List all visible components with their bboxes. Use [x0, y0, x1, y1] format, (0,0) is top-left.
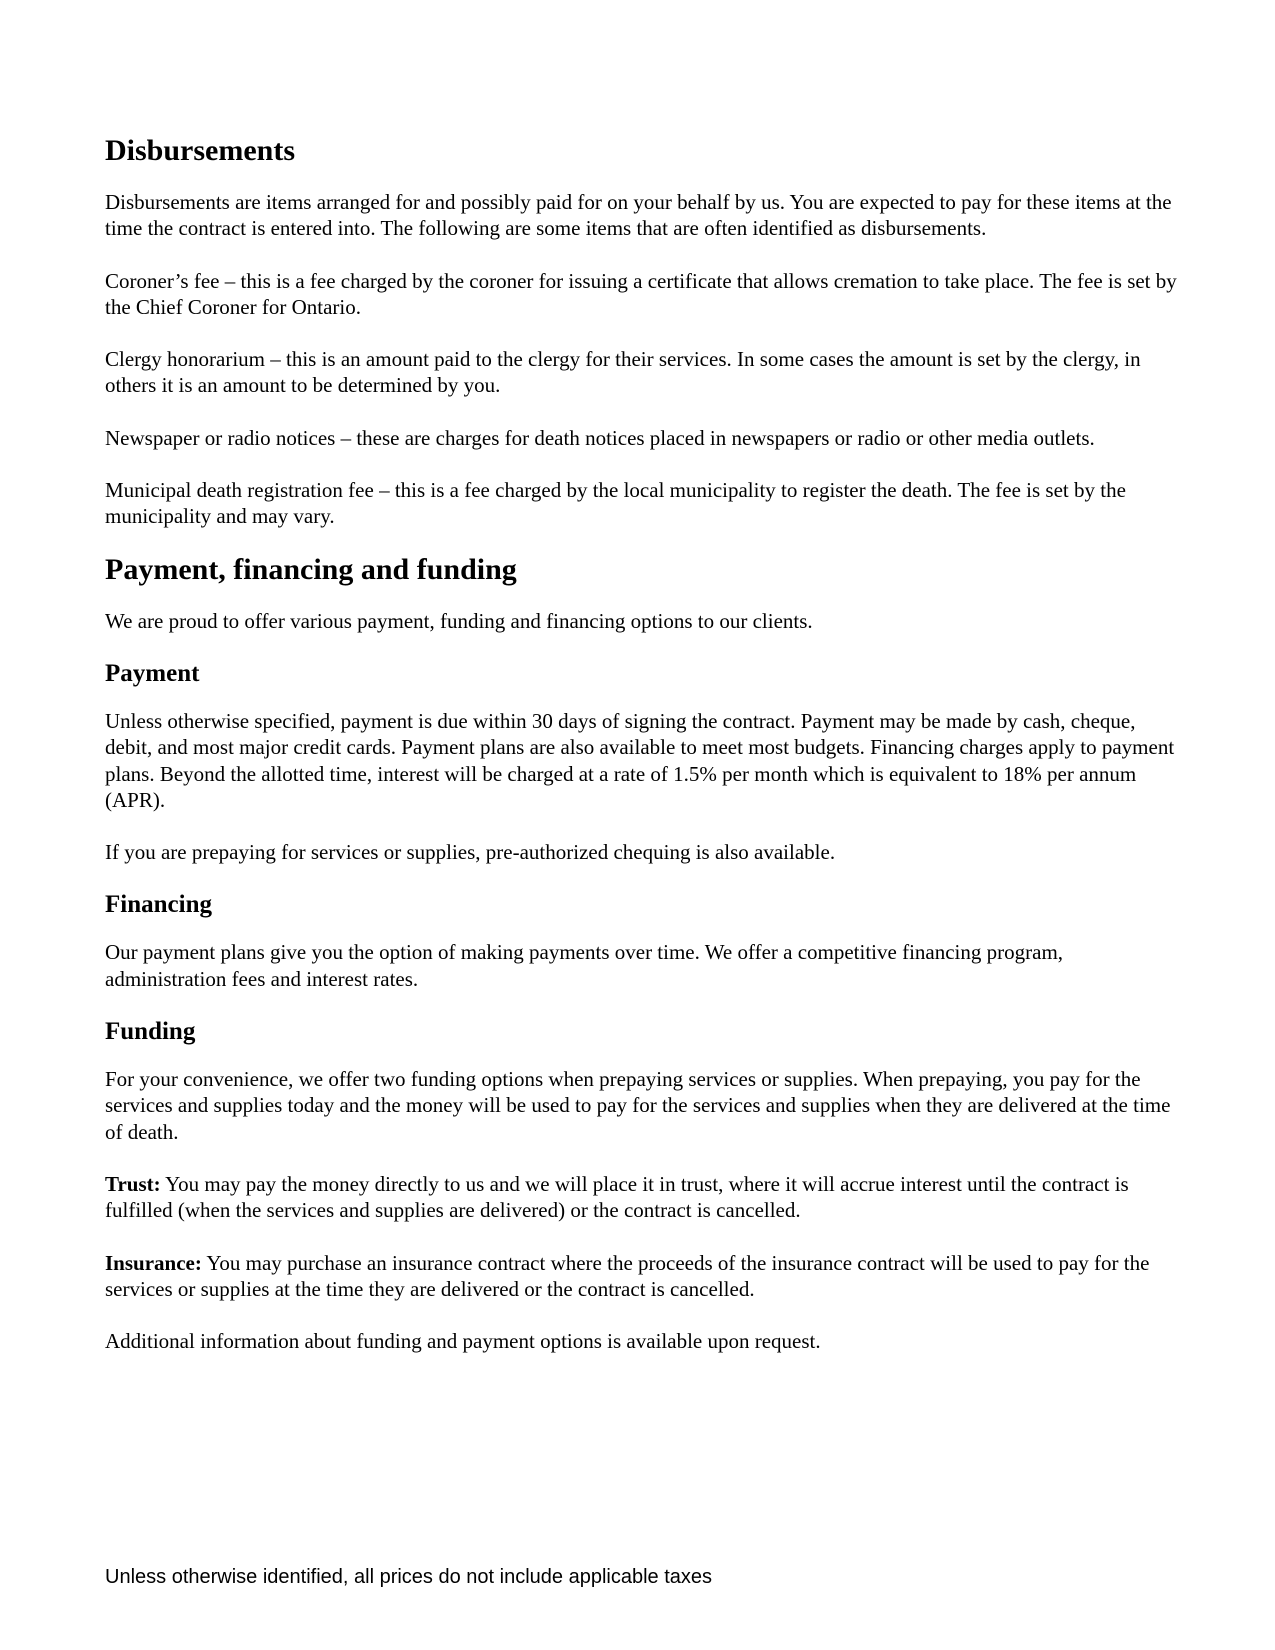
payment-section-intro: We are proud to offer various payment, funding and financing options to our clients. [105, 608, 813, 633]
coroner-fee-paragraph: Coroner’s fee – this is a fee charged by the coroner for issuing a certificate that allows cremation to take place. The fee is set by the Chief Coroner for Ontario. [105, 268, 1177, 319]
funding-heading: Funding [105, 1018, 196, 1046]
disbursements-heading: Disbursements [105, 134, 296, 167]
funding-intro: For your convenience, we offer two funding options when prepaying services or supplies. When prepaying, you pay for the services and supplies today and the money will be used to pay for the services and supplies when they are delivered at the time of death. [105, 1067, 1171, 1144]
notices-paragraph: Newspaper or radio notices – these are charges for death notices placed in newspapers or radio or other media outlets. [105, 425, 1095, 450]
insurance-text: You may purchase an insurance contract where the proceeds of the insurance contract will be used to pay for the services or supplies at the time they are delivered or the contract is cancelled. [105, 1250, 1150, 1301]
payment-terms-paragraph: Unless otherwise specified, payment is due within 30 days of signing the contract. Payment may be made by cash, cheque, debit, and most major credit cards. Payment plans are also available to meet most budgets. Financing charges apply to payment plans. Beyond the allotted time, interest will be charged at a rate of 1.5% per month which is equivalent to 18% per annum (APR). [105, 708, 1175, 812]
prepay-paragraph: If you are prepaying for services or supplies, pre-authorized chequing is also available. [105, 840, 836, 865]
disbursements-intro: Disbursements are items arranged for and possibly paid for on your behalf by us. You are expected to pay for these items at the time the contract is entered into. The following are some items that are often identified as disbursements. [105, 190, 1172, 241]
additional-info-paragraph: Additional information about funding and payment options is available upon request. [105, 1329, 821, 1354]
payment-heading: Payment [105, 659, 200, 687]
insurance-label: Insurance: [105, 1250, 202, 1275]
document-content [105, 133, 1180, 1380]
payment-financing-funding-heading: Payment, financing and funding [105, 552, 517, 586]
footer-note: Unless otherwise identified, all prices do not include applicable taxes [105, 1566, 713, 1588]
financing-paragraph: Our payment plans give you the option of making payments over time. We offer a competitive financing program, administration fees and interest rates. [105, 940, 1064, 991]
financing-heading: Financing [105, 891, 212, 919]
registration-fee-paragraph: Municipal death registration fee – this is a fee charged by the local municipality to register the death. The fee is set by the municipality and may vary. [105, 478, 1126, 529]
trust-paragraph [105, 1171, 1180, 1224]
insurance-paragraph [105, 1250, 1180, 1303]
trust-label: Trust: [105, 1171, 161, 1196]
clergy-honorarium-paragraph: Clergy honorarium – this is an amount paid to the clergy for their services. In some cases the amount is set by the clergy, in others it is an amount to be determined by you. [105, 347, 1141, 398]
trust-text: You may pay the money directly to us and we will place it in trust, where it will accrue interest until the contract is fulfilled (when the services and supplies are delivered) or the contract is cancelled. [105, 1171, 1129, 1223]
